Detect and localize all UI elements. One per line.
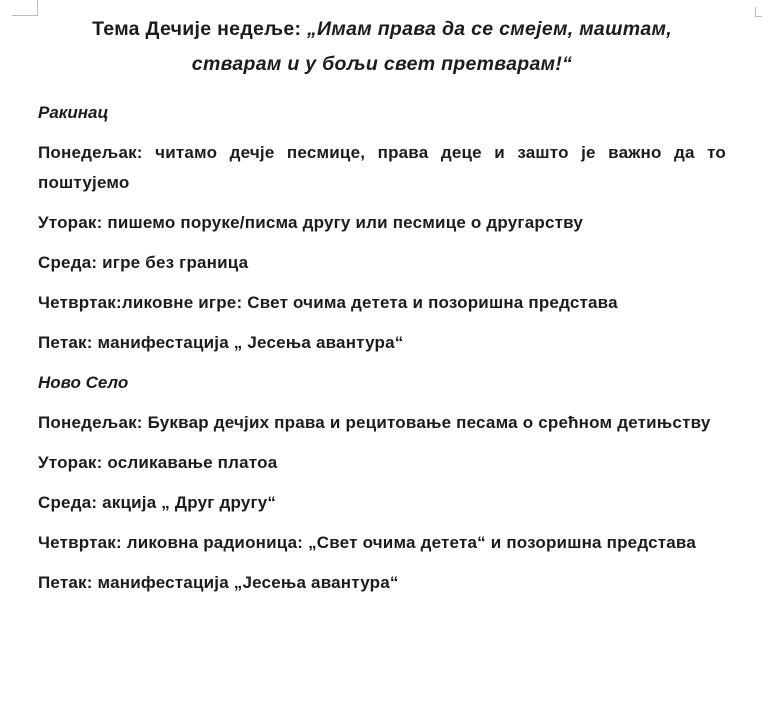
text-boundary-corner-mark-left <box>12 0 38 16</box>
text-boundary-corner-mark-right <box>755 7 762 17</box>
title-quote-line2: стварам и у бољи свет претварам!“ <box>191 53 573 75</box>
schedule-entry-monday: Понедељак: Буквар дечјих права и рецитовање песама о срећном детињству <box>38 413 711 432</box>
section-location-novo-selo: Ново Село <box>38 373 129 392</box>
section-location-rakinac: Ракинац <box>38 103 109 122</box>
schedule-entry-wednesday: Среда: игре без граница <box>38 253 249 272</box>
schedule-entry-thursday: Четвртак: ликовна радионица: „Свет очима детета“ и позоришна представа <box>38 533 697 552</box>
schedule-entry-wednesday: Среда: акција „ Друг другу“ <box>38 493 277 512</box>
title-quote-line1: „Имам права да се смејем, маштам, <box>307 18 672 40</box>
document-title <box>38 12 726 82</box>
schedule-entry-monday: Понедељак: читамо дечје песмице, права деце и зашто је важно да то поштујемо <box>38 143 726 192</box>
schedule-entry-tuesday: Уторак: осликавање платоа <box>38 453 278 472</box>
title-prefix: Тема Дечије недеље: <box>92 18 307 40</box>
schedule-entry-friday: Петак: манифестација „Јесења авантура“ <box>38 573 399 592</box>
schedule-entry-friday: Петак: манифестација „ Јесења авантура“ <box>38 333 404 352</box>
schedule-entry-tuesday: Уторак: пишемо поруке/писма другу или песмице о другарству <box>38 213 584 232</box>
schedule-entry-thursday: Четвртак:ликовне игре: Свет очима детета и позоришна представа <box>38 293 618 312</box>
